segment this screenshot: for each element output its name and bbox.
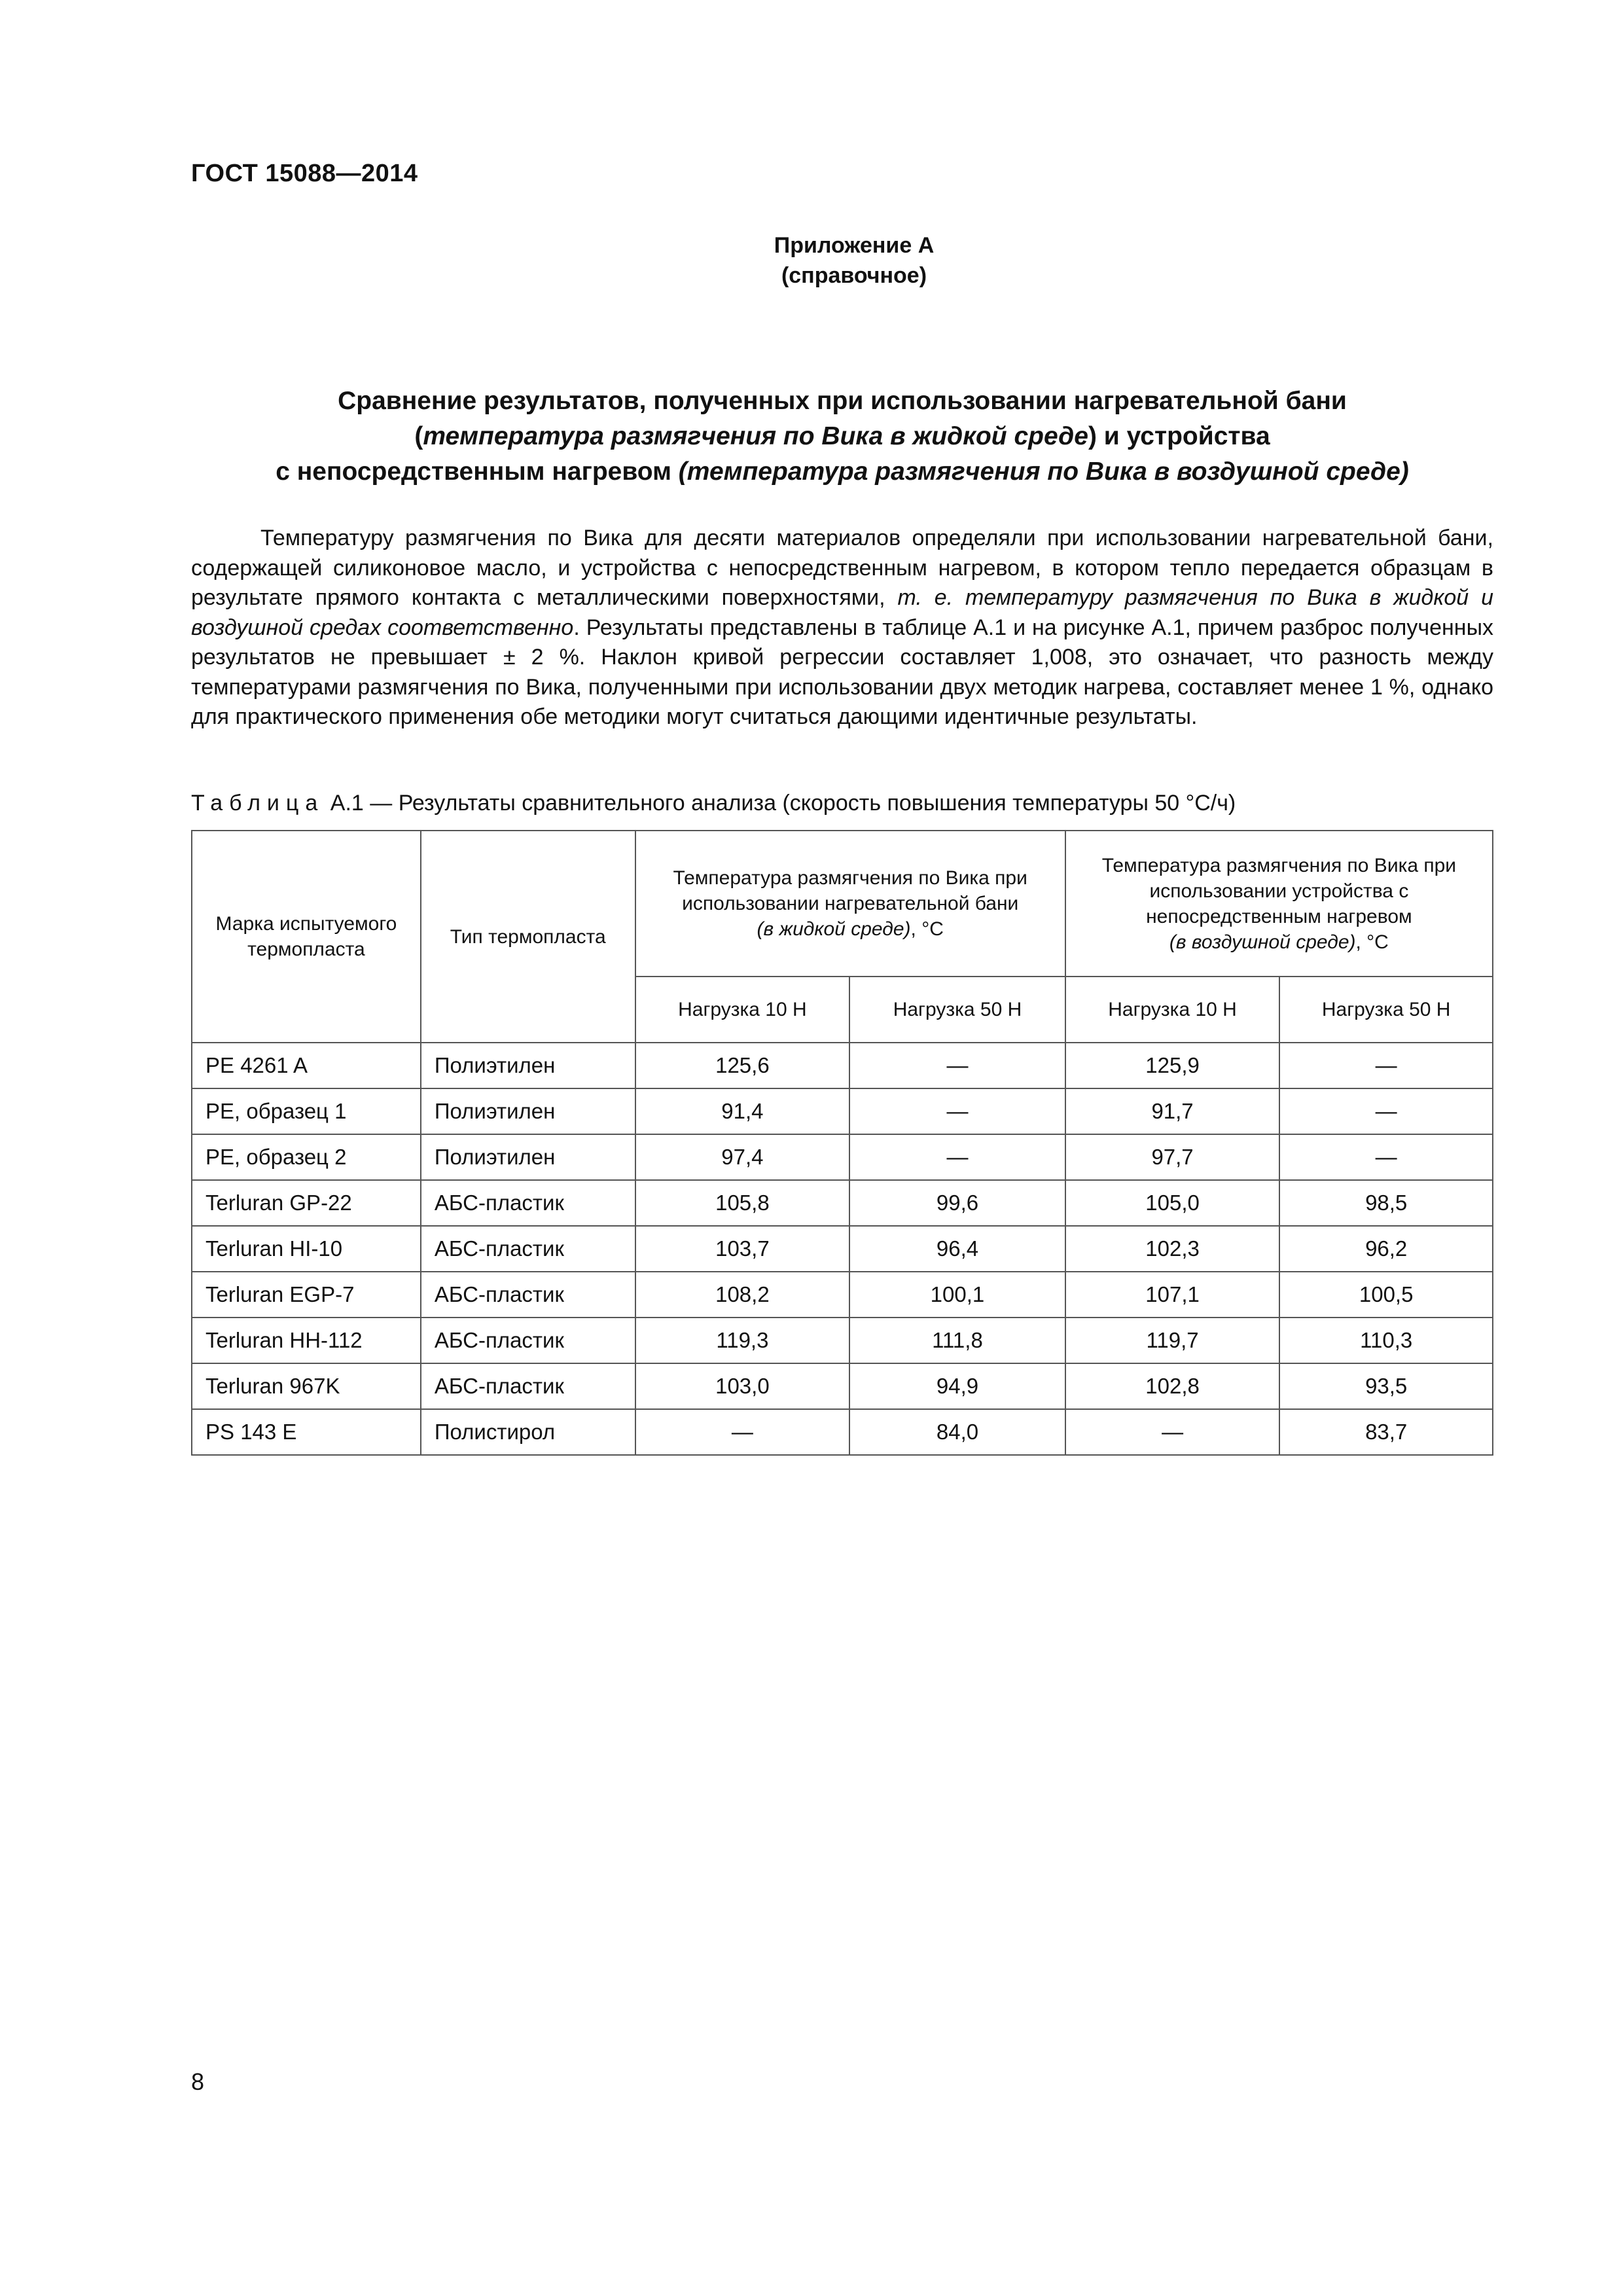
header-liquid-load-10: Нагрузка 10 Н bbox=[635, 977, 850, 1043]
document-code: ГОСТ 15088—2014 bbox=[191, 160, 418, 187]
cell-air-50: — bbox=[1279, 1088, 1493, 1134]
cell-brand: PE, образец 2 bbox=[192, 1134, 421, 1180]
table-row bbox=[192, 1409, 1493, 1455]
cell-type: Полиэтилен bbox=[421, 1088, 635, 1134]
cell-liquid-10: 108,2 bbox=[635, 1272, 850, 1318]
cell-liquid-50: — bbox=[849, 1043, 1065, 1088]
cell-type: АБС-пластик bbox=[421, 1180, 635, 1226]
appendix-title: Приложение А bbox=[774, 233, 935, 258]
cell-liquid-10: 125,6 bbox=[635, 1043, 850, 1088]
cell-liquid-10: 97,4 bbox=[635, 1134, 850, 1180]
cell-type: Полиэтилен bbox=[421, 1134, 635, 1180]
cell-liquid-10: 103,0 bbox=[635, 1363, 850, 1409]
cell-air-10: — bbox=[1065, 1409, 1280, 1455]
cell-air-50: 98,5 bbox=[1279, 1180, 1493, 1226]
cell-type: Полистирол bbox=[421, 1409, 635, 1455]
cell-liquid-50: 94,9 bbox=[849, 1363, 1065, 1409]
body-paragraph: Температуру размягчения по Вика для десяти материалов определяли при использовании нагревательной бани, содержащей силиконовое масло, и устройства с непосредственным нагревом, в котором тепло передается образцам в результате прямого контакта с металлическими поверхностями, т. е. температуру размягчения по Вика в жидкой и воздушной средах соответственно. Результаты представлены в таблице А.1 и на рисунке А.1, причем разброс полученных результатов не превышает ± 2 %. Наклон кривой регрессии составляет 1,008, это означает, что разность между температурами размягчения по Вика, полученными при использовании двух методик нагрева, составляет менее 1 %, однако для практического применения обе методики могут считаться дающими идентичные результаты. bbox=[191, 526, 1494, 729]
table-header-row bbox=[192, 831, 1493, 977]
cell-air-10: 119,7 bbox=[1065, 1318, 1280, 1363]
cell-type: АБС-пластик bbox=[421, 1272, 635, 1318]
cell-brand: PS 143 E bbox=[192, 1409, 421, 1455]
table-row bbox=[192, 1318, 1493, 1363]
header-air-load-50: Нагрузка 50 Н bbox=[1279, 977, 1493, 1043]
cell-liquid-50: 111,8 bbox=[849, 1318, 1065, 1363]
table-row bbox=[192, 1363, 1493, 1409]
cell-liquid-50: 84,0 bbox=[849, 1409, 1065, 1455]
cell-type: АБС-пластик bbox=[421, 1363, 635, 1409]
cell-type: АБС-пластик bbox=[421, 1226, 635, 1272]
cell-liquid-10: 105,8 bbox=[635, 1180, 850, 1226]
table-caption-text: А.1 — Результаты сравнительного анализа (скорость повышения температуры 50 °С/ч) bbox=[330, 791, 1236, 816]
cell-brand: Terluran GP-22 bbox=[192, 1180, 421, 1226]
title-line-1: Сравнение результатов, полученных при использовании нагревательной бани bbox=[338, 387, 1347, 415]
cell-air-50: 93,5 bbox=[1279, 1363, 1493, 1409]
header-liquid-load-50: Нагрузка 50 Н bbox=[849, 977, 1065, 1043]
appendix-subtitle: (справочное) bbox=[781, 263, 927, 288]
cell-brand: Terluran HH-112 bbox=[192, 1318, 421, 1363]
appendix-heading bbox=[713, 230, 995, 291]
cell-liquid-10: — bbox=[635, 1409, 850, 1455]
cell-liquid-50: — bbox=[849, 1088, 1065, 1134]
cell-air-50: 96,2 bbox=[1279, 1226, 1493, 1272]
cell-brand: PE, образец 1 bbox=[192, 1088, 421, 1134]
cell-air-50: — bbox=[1279, 1043, 1493, 1088]
cell-air-10: 102,3 bbox=[1065, 1226, 1280, 1272]
table-row bbox=[192, 1134, 1493, 1180]
table-row bbox=[192, 1088, 1493, 1134]
table-caption bbox=[191, 788, 1236, 818]
table-caption-label: Таблица bbox=[191, 791, 325, 816]
table-body bbox=[192, 1043, 1493, 1455]
header-air-load-10: Нагрузка 10 Н bbox=[1065, 977, 1280, 1043]
cell-air-50: 83,7 bbox=[1279, 1409, 1493, 1455]
table-row bbox=[192, 1043, 1493, 1088]
cell-air-10: 97,7 bbox=[1065, 1134, 1280, 1180]
cell-type: АБС-пластик bbox=[421, 1318, 635, 1363]
cell-liquid-10: 119,3 bbox=[635, 1318, 850, 1363]
page-number: 8 bbox=[191, 2068, 205, 2095]
table-row bbox=[192, 1226, 1493, 1272]
title-line-2: (температура размягчения по Вика в жидкой среде) и устройства bbox=[414, 422, 1270, 450]
results-table bbox=[191, 830, 1493, 1456]
section-title bbox=[191, 384, 1493, 490]
header-liquid: Температура размягчения по Вика при использовании нагревательной бани (в жидкой среде), °С bbox=[635, 831, 1065, 977]
cell-liquid-10: 103,7 bbox=[635, 1226, 850, 1272]
table-row bbox=[192, 1272, 1493, 1318]
cell-air-10: 107,1 bbox=[1065, 1272, 1280, 1318]
cell-air-50: 100,5 bbox=[1279, 1272, 1493, 1318]
cell-liquid-50: — bbox=[849, 1134, 1065, 1180]
cell-air-10: 105,0 bbox=[1065, 1180, 1280, 1226]
cell-type: Полиэтилен bbox=[421, 1043, 635, 1088]
cell-air-50: — bbox=[1279, 1134, 1493, 1180]
cell-liquid-50: 100,1 bbox=[849, 1272, 1065, 1318]
cell-brand: Terluran HI-10 bbox=[192, 1226, 421, 1272]
cell-liquid-50: 99,6 bbox=[849, 1180, 1065, 1226]
header-brand: Марка испытуемого термопласта bbox=[192, 831, 421, 1043]
cell-liquid-50: 96,4 bbox=[849, 1226, 1065, 1272]
cell-air-50: 110,3 bbox=[1279, 1318, 1493, 1363]
cell-air-10: 125,9 bbox=[1065, 1043, 1280, 1088]
title-line-3: с непосредственным нагревом (температура размягчения по Вика в воздушной среде) bbox=[276, 457, 1409, 486]
table-row bbox=[192, 1180, 1493, 1226]
cell-liquid-10: 91,4 bbox=[635, 1088, 850, 1134]
header-type: Тип термопласта bbox=[421, 831, 635, 1043]
cell-brand: Terluran EGP-7 bbox=[192, 1272, 421, 1318]
cell-air-10: 102,8 bbox=[1065, 1363, 1280, 1409]
header-air: Температура размягчения по Вика при использовании устройства с непосредственным нагревом (в воздушной среде), °С bbox=[1065, 831, 1493, 977]
cell-air-10: 91,7 bbox=[1065, 1088, 1280, 1134]
cell-brand: Terluran 967K bbox=[192, 1363, 421, 1409]
cell-brand: PE 4261 A bbox=[192, 1043, 421, 1088]
